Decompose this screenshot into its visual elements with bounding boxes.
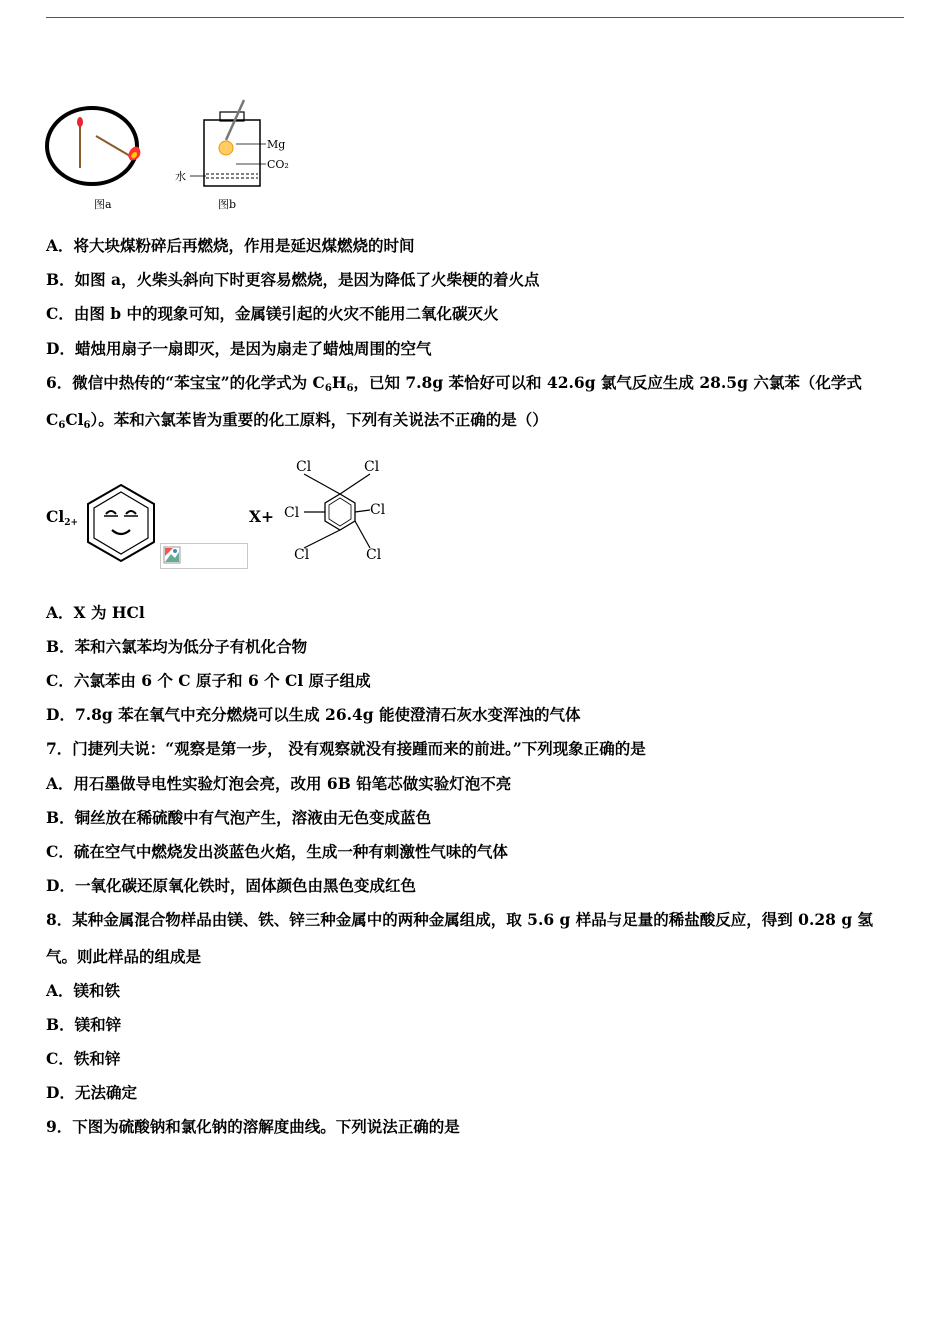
q6-option-c: C．六氯苯由 6 个 C 原子和 6 个 Cl 原子组成 [46, 671, 371, 690]
figure-b-jar-drawing [190, 100, 266, 186]
cl-label-bottom-left: Cl [294, 547, 310, 563]
figure-a-matches-drawing [47, 108, 140, 184]
q7-option-d: D．一氧化碳还原氧化铁时，固体颜色由黑色变成红色 [46, 876, 416, 895]
broken-image-icon [163, 546, 181, 564]
q6-subscript: 6 [324, 383, 332, 394]
q6-stem-line1 [46, 373, 862, 399]
q6-option-b: B．苯和六氯苯均为低分子有机化合物 [46, 637, 308, 656]
q5-option-d: D．蜡烛用扇子一扇即灭，是因为扇走了蜡烛周围的空气 [46, 339, 432, 358]
figure-b-water-label: 水 [175, 170, 186, 183]
q6-option-a: A．X 为 HCl [46, 603, 145, 622]
q6-option-d: D．7.8g 苯在氧气中充分燃烧可以生成 26.4g 能使澄清石灰水变浑浊的气体 [46, 705, 581, 724]
q6-stem-part: ）。苯和六氯苯皆为重要的化工原料，下列有关说法不正确的是（） [90, 410, 548, 429]
q6-subscript: 6 [58, 420, 66, 431]
q8-stem-line2: 气。则此样品的组成是 [46, 947, 202, 966]
figure-b-label: 图b [218, 198, 237, 211]
header-rule [46, 17, 904, 18]
q6-stem-part: C [46, 410, 59, 429]
q7-option-c: C．硫在空气中燃烧发出淡蓝色火焰，生成一种有刺激性气味的气体 [46, 842, 508, 861]
q8-stem-line1: 8．某种金属混合物样品由镁、铁、锌三种金属中的两种金属组成，取 5.6 g 样品与足量的稀盐酸反应，得到 0.28 g 氢 [46, 910, 874, 929]
q6-stem-part: Cl [65, 410, 84, 429]
q8-option-b: B．镁和锌 [46, 1015, 122, 1034]
reaction-left-cl2 [46, 507, 78, 533]
q9-stem: 9．下图为硫酸钠和氯化钠的溶解度曲线。下列说法正确的是 [46, 1117, 460, 1136]
q6-stem-part: 6．微信中热传的“苯宝宝”的化学式为 C [46, 373, 325, 392]
q7-stem: 7．门捷列夫说：“观察是第一步， 没有观察就没有接踵而来的前进。”下列现象正确的是 [46, 739, 646, 758]
benzene-structure [84, 482, 158, 564]
q7-option-b: B．铜丝放在稀硫酸中有气泡产生，溶液由无色变成蓝色 [46, 808, 432, 827]
figure-ab [44, 98, 304, 214]
cl-label-mid-left: Cl [284, 505, 300, 521]
q6-stem-part: ，已知 7.8g 苯恰好可以和 42.6g 氯气反应生成 28.5g 六氯苯（化学式 [353, 373, 862, 392]
q5-option-b: B．如图 a，火柴头斜向下时更容易燃烧，是因为降低了火柴梗的着火点 [46, 270, 540, 289]
broken-image-placeholder [160, 543, 248, 569]
cl-label-top-right: Cl [364, 459, 380, 475]
cl-label-bottom-right: Cl [366, 547, 382, 563]
q5-option-a: A．将大块煤粉碎后再燃烧，作用是延迟煤燃烧的时间 [46, 236, 415, 255]
reaction-cl-sub: 2+ [64, 518, 79, 528]
cl-label-top-left: Cl [296, 459, 312, 475]
q6-subscript: 6 [346, 383, 354, 394]
reaction-x-plus: X+ [249, 507, 275, 526]
q6-subscript: 6 [83, 420, 91, 431]
figure-b-mg-label: Mg [267, 138, 286, 151]
q6-stem-part: H [331, 373, 347, 392]
reaction-cl: Cl [46, 507, 65, 526]
cl-label-mid-right: Cl [370, 502, 386, 518]
q6-stem-line2 [46, 410, 548, 436]
hexachlorobenzene-structure [280, 452, 390, 568]
figure-b-co2-label: CO₂ [267, 158, 289, 171]
q8-option-d: D．无法确定 [46, 1083, 137, 1102]
q5-option-c: C．由图 b 中的现象可知，金属镁引起的火灾不能用二氧化碳灭火 [46, 304, 499, 323]
q7-option-a: A．用石墨做导电性实验灯泡会亮，改用 6B 铅笔芯做实验灯泡不亮 [46, 774, 512, 793]
figure-a-label: 图a [94, 198, 112, 211]
q8-option-a: A．镁和铁 [46, 981, 121, 1000]
q8-option-c: C．铁和锌 [46, 1049, 121, 1068]
